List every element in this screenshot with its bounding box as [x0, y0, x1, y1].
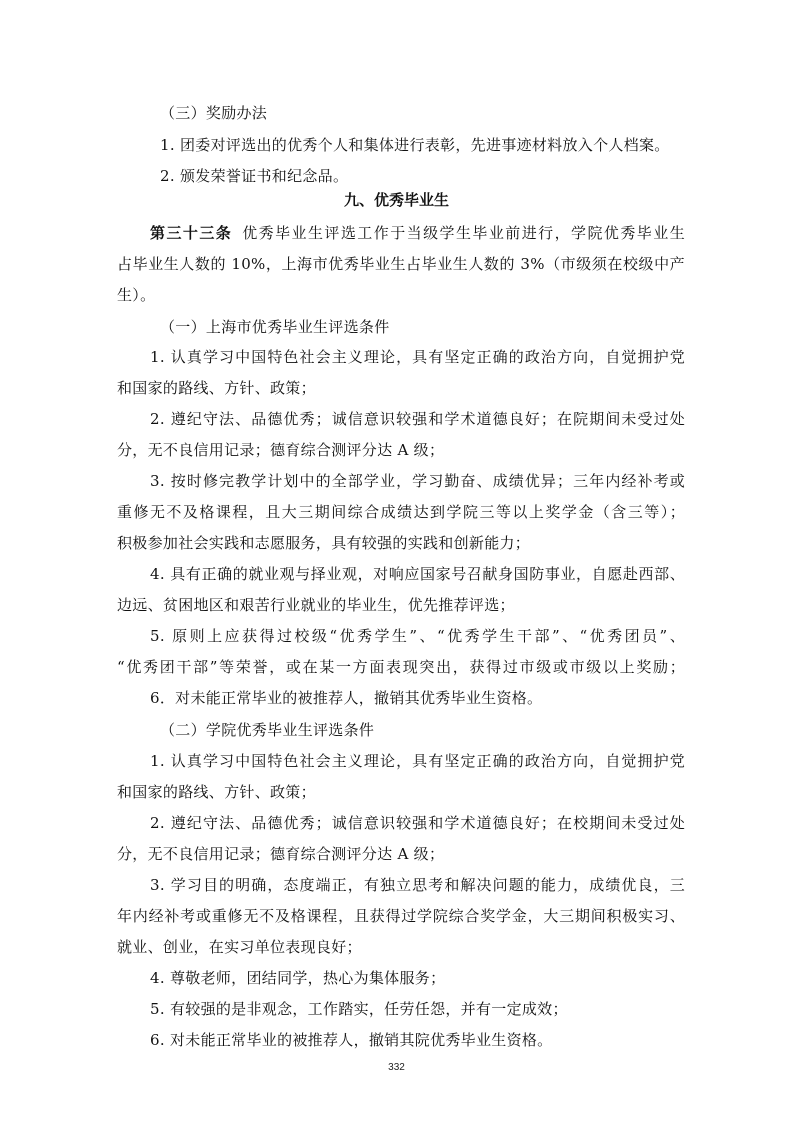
shanghai-line-1: 1. 认真学习中国特色社会主义理论，具有坚定正确的政治方向，自觉拥护党	[150, 348, 685, 366]
section-heading-college: （二）学院优秀毕业生评选条件	[160, 721, 375, 739]
article-33-line-3: 生）。	[117, 286, 156, 304]
shanghai-line-7: 积极参加社会实践和志愿服务，具有较强的实践和创新能力；	[117, 534, 531, 552]
shanghai-line-8: 4. 具有正确的就业观与择业观，对响应国家号召献身国防事业，自愿赴西部、	[150, 565, 685, 583]
article-33-line-2: 占毕业生人数的 10%，上海市优秀毕业生占毕业生人数的 3%（市级须在校级中产	[117, 255, 685, 273]
shanghai-line-9: 边远、贫困地区和艰苦行业就业的毕业生，优先推荐评选；	[117, 596, 515, 614]
shanghai-line-5: 3. 按时修完教学计划中的全部学业，学习勤奋、成绩优异；三年内经补考或	[150, 472, 685, 490]
section-heading-shanghai: （一）上海市优秀毕业生评选条件	[160, 318, 390, 336]
reward-item-2: 2. 颁发荣誉证书和纪念品。	[160, 167, 349, 185]
college-line-10: 6. 对未能正常毕业的被推荐人，撤销其院优秀毕业生资格。	[150, 1031, 553, 1049]
chapter-heading: 九、优秀毕业生	[343, 191, 449, 209]
reward-item-1: 1. 团委对评选出的优秀个人和集体进行表彰，先进事迹材料放入个人档案。	[160, 136, 670, 154]
article-33-text-1: 优秀毕业生评选工作于当级学生毕业前进行，学院优秀毕业生	[242, 224, 685, 242]
college-line-3: 2. 遵纪守法、品德优秀；诚信意识较强和学术道德良好；在校期间未受过处	[150, 814, 685, 832]
college-line-2: 和国家的路线、方针、政策；	[117, 783, 316, 801]
shanghai-line-10: 5. 原则上应获得过校级“优秀学生”、“优秀学生干部”、“优秀团员”、	[150, 627, 685, 645]
article-33-line-1	[150, 223, 685, 243]
shanghai-line-2: 和国家的路线、方针、政策；	[117, 379, 316, 397]
shanghai-line-3: 2. 遵纪守法、品德优秀；诚信意识较强和学术道德良好；在院期间未受过处	[150, 410, 685, 428]
section-heading-rewards: （三）奖励办法	[160, 104, 268, 122]
shanghai-line-4: 分，无不良信用记录；德育综合测评分达 A 级；	[117, 441, 445, 459]
college-line-9: 5. 有较强的是非观念，工作踏实，任劳任怨，并有一定成效；	[150, 1000, 568, 1018]
college-line-5: 3. 学习目的明确，态度端正，有独立思考和解决问题的能力，成绩优良，三	[150, 876, 685, 894]
college-line-7: 就业、创业，在实习单位表现良好；	[117, 938, 362, 956]
page-number: 332	[388, 1062, 405, 1073]
article-33-label: 第三十三条	[150, 224, 233, 242]
shanghai-line-6: 重修无不及格课程，且大三期间综合成绩达到学院三等以上奖学金（含三等）；	[117, 503, 685, 521]
college-line-8: 4. 尊敬老师，团结同学，热心为集体服务；	[150, 969, 446, 987]
college-line-6: 年内经补考或重修无不及格课程，且获得过学院综合奖学金，大三期间积极实习、	[117, 907, 685, 925]
shanghai-line-12: 6．对未能正常毕业的被推荐人，撤销其优秀毕业生资格。	[150, 689, 543, 707]
college-line-4: 分，无不良信用记录；德育综合测评分达 A 级；	[117, 845, 445, 863]
college-line-1: 1. 认真学习中国特色社会主义理论，具有坚定正确的政治方向，自觉拥护党	[150, 752, 685, 770]
shanghai-line-11: “优秀团干部”等荣誉，或在某一方面表现突出，获得过市级或市级以上奖励；	[117, 658, 685, 676]
